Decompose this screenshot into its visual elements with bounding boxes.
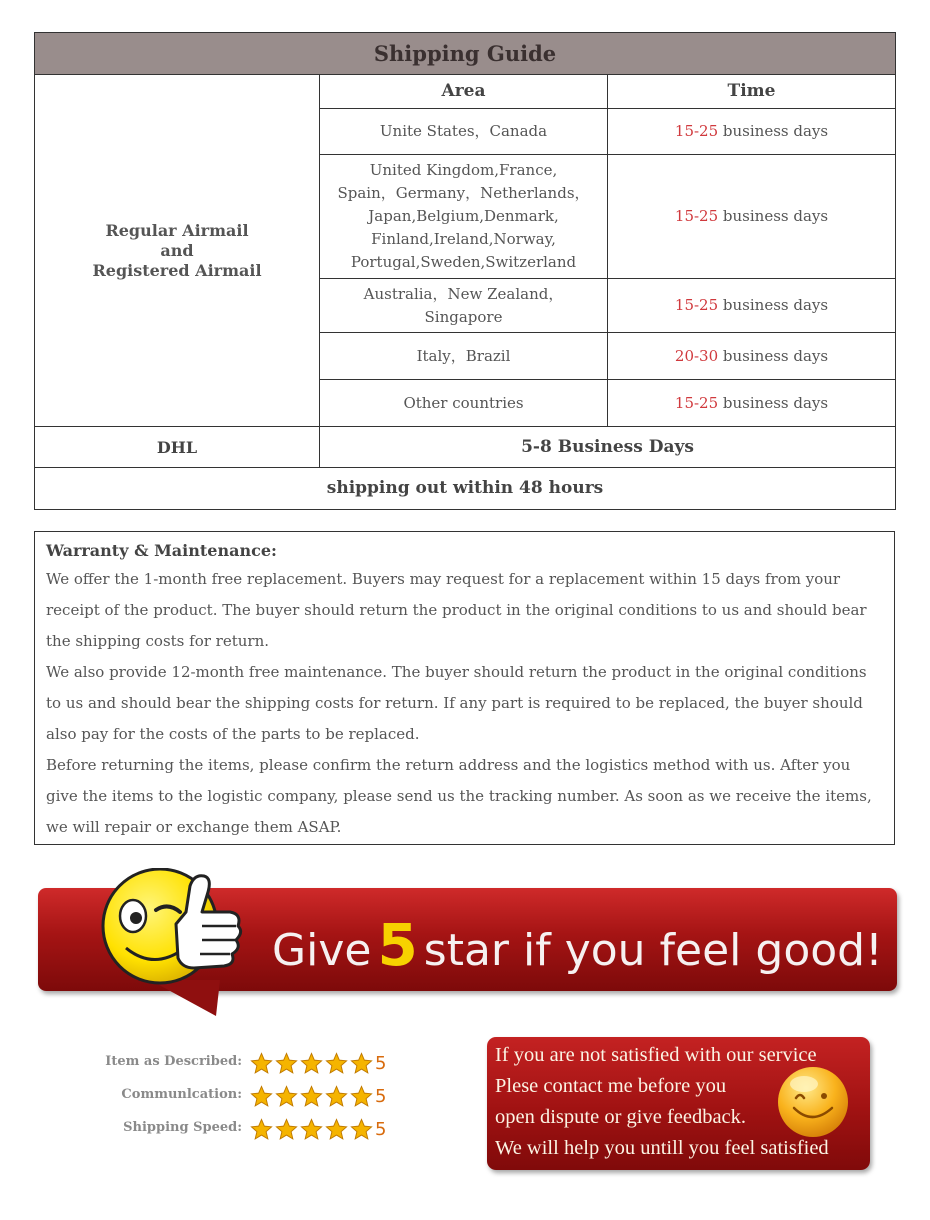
method-line: Registered Airmail [92,260,262,280]
star-group [250,1085,373,1108]
area-cell: Italy，Brazil [320,333,608,380]
star-icon [300,1052,323,1075]
area-cell: Unite States，Canada [320,109,608,155]
seller-ratings [70,1050,400,1149]
header-area: Area [320,75,608,109]
notice-line: Plese contact me before you [495,1075,727,1097]
warranty-paragraph: We offer the 1-month free replacement. Buyers may request for a replacement within 15 days from your receipt of the product. The buyer should return the product in the original conditions to us and should bear the shipping costs for return. [46,570,867,650]
time-unit: business days [718,207,829,225]
time-cell [608,279,896,333]
banner-five: 5 [377,911,418,979]
time-cell [608,155,896,279]
star-icon [275,1085,298,1108]
ship-out-note: shipping out within 48 hours [35,468,896,510]
time-unit: business days [718,346,829,365]
shipping-table [34,32,896,510]
time-cell [608,333,896,380]
rating-score: 5 [375,1086,387,1107]
star-icon [275,1052,298,1075]
notice-line: open dispute or give feedback. [495,1106,747,1128]
time-cell [608,380,896,427]
star-icon [325,1052,348,1075]
rating-label: Shipping Speed: [123,1120,242,1135]
time-cell [608,109,896,155]
star-icon [325,1085,348,1108]
rating-row [70,1050,400,1083]
warranty-box [34,531,895,845]
time-unit: business days [718,393,829,412]
star-icon [250,1085,273,1108]
area-cell: Other countries [320,380,608,427]
area-cell [320,279,608,333]
area-line: Portugal,Sweden,Switzerland [350,253,577,271]
notice-line: If you are not satisfied with our service [495,1044,817,1066]
time-range: 15-25 [674,296,719,314]
time-unit: business days [718,122,829,140]
header-time: Time [608,75,896,109]
warranty-heading: Warranty & Maintenance: [46,541,277,560]
time-range: 15-25 [674,122,719,140]
area-line: United Kingdom,France, [369,161,558,179]
dhl-label: DHL [35,427,320,468]
star-icon [350,1052,373,1075]
method-regular-airmail [35,75,320,427]
method-line: and [160,240,194,260]
banner-headline [272,905,892,985]
rating-row [70,1083,400,1116]
warranty-paragraph: Before returning the items, please confirm the return address and the logistics method with us. After you give the items to the logistic company, please send us the tracking number. As soon as we receive the items, we will repair or exchange them ASAP. [46,756,872,836]
smiley-icon [774,1064,852,1140]
rating-label: Communlcation: [121,1087,242,1102]
banner-post: star if you feel good! [423,925,883,976]
star-icon [350,1085,373,1108]
star-icon [250,1052,273,1075]
time-unit: business days [718,296,829,314]
warranty-paragraph: We also provide 12-month free maintenance. The buyer should return the product in the original conditions to us and should bear the shipping costs for return. If any part is required to be replaced, the buyer should also pay for the costs of the parts to be replaced. [46,663,867,743]
rating-label: Item as Described: [105,1054,242,1069]
area-line: Australia，New Zealand， [363,284,564,303]
shipping-title: Shipping Guide [35,33,896,75]
star-group [250,1118,373,1141]
time-range: 20-30 [674,346,719,365]
star-group [250,1052,373,1075]
star-icon [325,1118,348,1141]
notice-line: We will help you untill you feel satisfied [495,1137,829,1159]
thumbs-up-mascot-icon [98,868,248,988]
time-range: 15-25 [674,393,719,412]
star-icon [250,1118,273,1141]
area-line: Finland,Ireland,Norway, [371,230,556,248]
area-cell [320,155,608,279]
rating-row [70,1116,400,1149]
rating-score: 5 [375,1053,387,1074]
banner-pre: Give [272,925,372,976]
area-line: Singapore [424,307,503,326]
area-line: Japan,Belgium,Denmark, [368,207,559,225]
star-icon [300,1085,323,1108]
method-line: Regular Airmail [105,220,249,240]
dhl-time: 5-8 Business Days [320,427,896,468]
star-icon [350,1118,373,1141]
rating-score: 5 [375,1119,387,1140]
star-icon [275,1118,298,1141]
area-line: Spain，Germany，Netherlands， [337,184,590,202]
time-range: 15-25 [674,207,719,225]
star-icon [300,1118,323,1141]
